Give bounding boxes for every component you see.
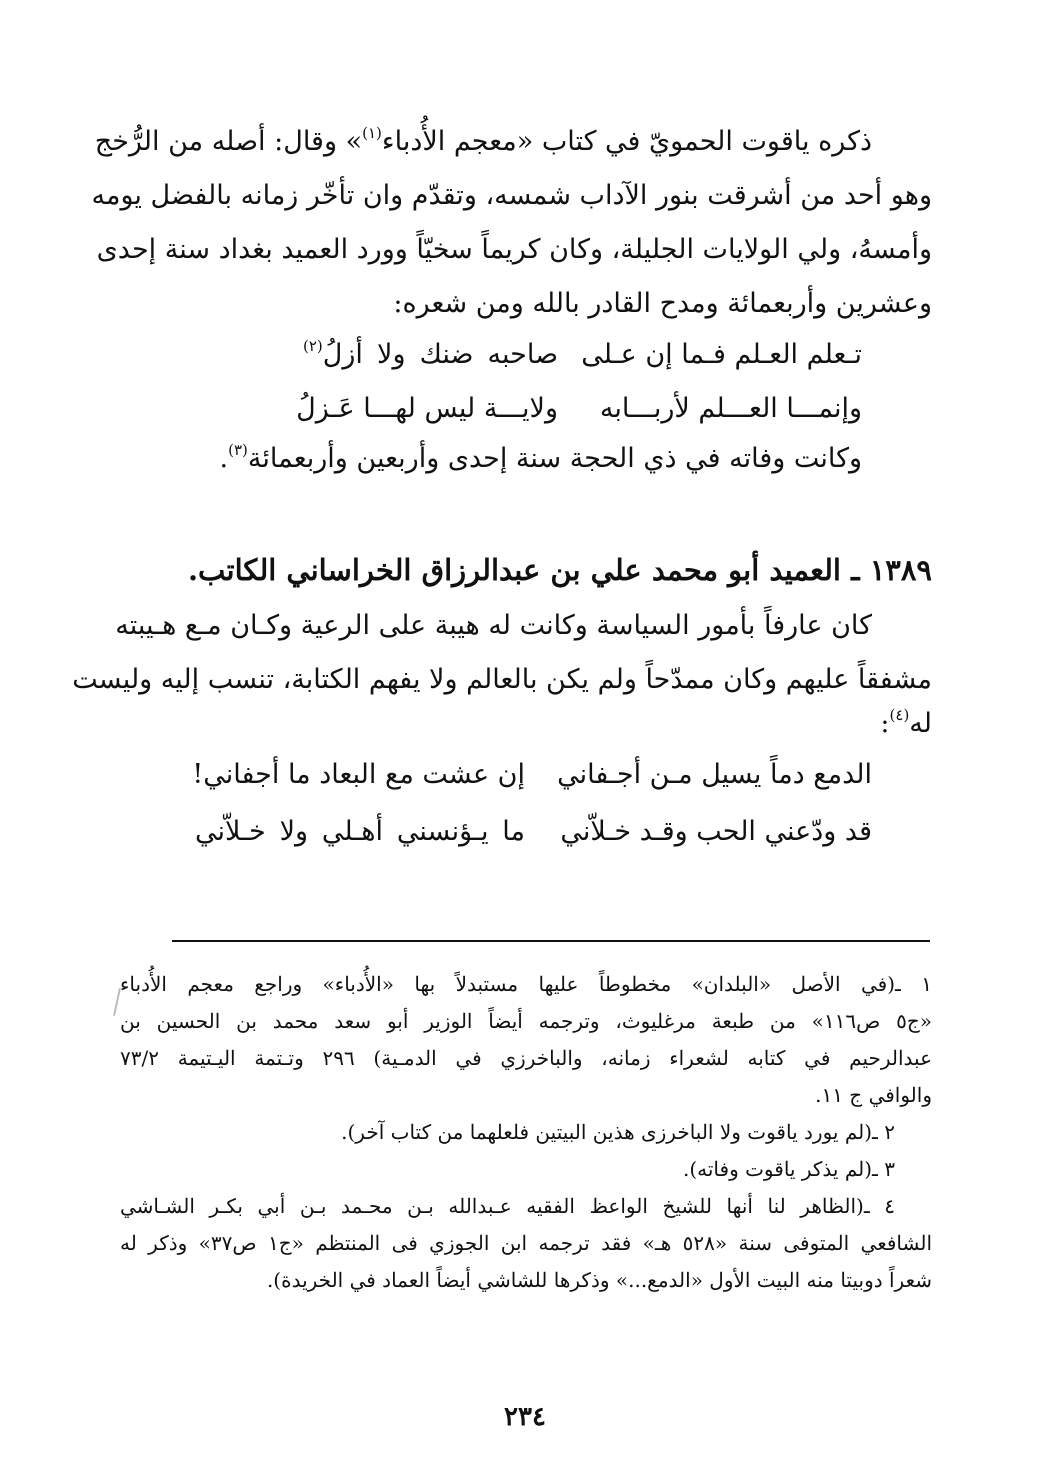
footnote-ref: (٣) bbox=[228, 441, 248, 459]
verse-hemistich-left: إن عشت مع البعاد ما أجفاني! bbox=[192, 759, 525, 790]
body-line bbox=[122, 702, 932, 746]
footnote-line: ١ ـ(في الأصل «البلدان» مخطوطاً عليها مستبدلاً بها «الأُدباء» وراجع معجم الأُدباء bbox=[120, 972, 932, 996]
verse-hemistich-left: ولايـــة ليس لهـــا عَـزلُ bbox=[296, 393, 558, 424]
body-line: وعشرين وأربعمائة ومدح القادر بالله ومن شعره: bbox=[393, 288, 932, 319]
footnote-line: شعراً دوبيتا منه البيت الأول «الدمع...» وذكرها للشاشي أيضاً العماد في الخريدة). bbox=[266, 1268, 932, 1292]
verse-hemistich-right: تـعلم العـلم فـما إن عـلى bbox=[581, 339, 862, 370]
body-text: ذكره ياقوت الحمويّ في كتاب «معجم الأُدباء bbox=[381, 126, 872, 157]
body-text: : bbox=[880, 708, 890, 739]
footnote-line: عبدالرحيم في كتابه لشعراء زمانه، والباخرزي في الدمـية) ٢٩٦ وتـتمة اليـتيمة ٧٣/٢ bbox=[120, 1046, 932, 1070]
footnote-ref: (٤) bbox=[889, 706, 910, 724]
verse-hemistich-left bbox=[303, 333, 558, 377]
verse-hemistich-right: قد ودّعني الحب وقـد خـلاّني bbox=[560, 816, 872, 847]
body-line: كان عارفاً بأمور السياسة وكانت له هيبة على الرعية وكـان مـع هـيبته bbox=[115, 610, 872, 641]
verse-text: صاحبه ضنك ولا أزلُ bbox=[322, 339, 558, 370]
footnote-line: «ج٥ ص١١٦» من طبعة مرغليوث، وترجمه أيضاً الوزير أبو سعد محمد بن الحسين بن bbox=[120, 1009, 933, 1033]
verse-hemistich-left: ما يـؤنسني أهـلي ولا خـلاّني bbox=[195, 816, 525, 847]
verse-hemistich-right: وإنمـــا العـــلم لأربـــابه bbox=[599, 393, 862, 424]
footnote-line: ٣ ـ(لم يذكر ياقوت وفاته). bbox=[682, 1157, 895, 1181]
entry-heading: ١٣٨٩ ـ العميد أبو محمد علي بن عبدالرزاق الخراساني الكاتب. bbox=[187, 553, 932, 587]
body-line: وهو أحد من أشرقت بنور الآداب شمسه، وتقدّم وان تأخّر زمانه بالفضل يومه bbox=[91, 180, 932, 211]
body-text: وكانت وفاته في ذي الحجة سنة إحدى وأربعين وأربعمائة bbox=[247, 443, 862, 474]
footnote-line: ٤ ـ(الظاهر لنا أنها للشيخ الواعظ الفقيه عـبدالله بـن محـمد بـن أبي بكـر الشـاشي bbox=[120, 1194, 895, 1218]
body-line: مشفقاً عليهم وكان ممدّحاً ولم يكن بالعالم ولا يفهم الكتابة، تنسب إليه وليست bbox=[72, 664, 932, 695]
body-text: له bbox=[909, 708, 932, 739]
page-number: ٢٣٤ bbox=[504, 1402, 546, 1432]
body-text: » وقال: أصله من الرُّخج bbox=[94, 126, 363, 157]
footnote-line: والوافي ج ١١. bbox=[815, 1083, 932, 1107]
footnote-line: الشافعي المتوفى سنة «٥٢٨ هـ» فقد ترجمه ابن الجوزي فى المنتظم «ج١ ص٣٧» وذكر له bbox=[120, 1231, 933, 1255]
body-line bbox=[112, 437, 862, 481]
body-line bbox=[94, 120, 872, 164]
footnote-line: ٢ ـ(لم يورد ياقوت ولا الباخرزى هذين البيتين فلعلهما من كتاب آخر). bbox=[341, 1120, 895, 1144]
verse-hemistich-right: الدمع دماً يسيل مـن أجـفاني bbox=[557, 759, 872, 790]
footnote-ref: (٢) bbox=[303, 337, 323, 355]
footnote-ref: (١) bbox=[362, 124, 382, 142]
body-line: وأمسهُ، ولي الولايات الجليلة، وكان كريماً سخيّاً وورد العميد بغداد سنة إحدى bbox=[96, 234, 932, 265]
body-text: . bbox=[219, 443, 229, 474]
footnote-separator bbox=[172, 940, 930, 942]
